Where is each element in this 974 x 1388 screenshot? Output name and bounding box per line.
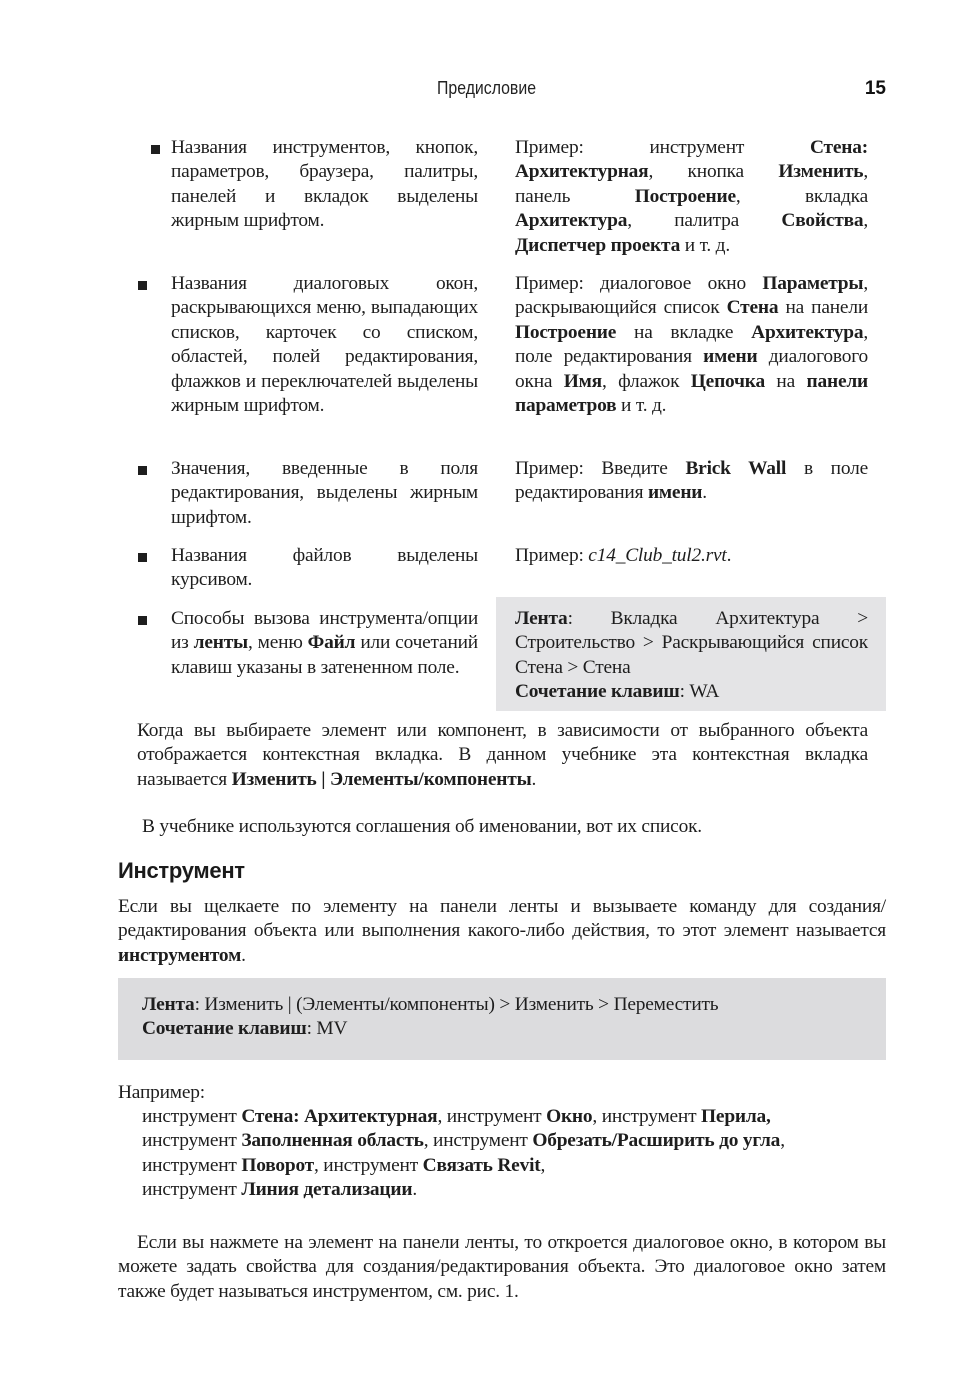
convention-example: Пример: Введите Brick Wall в поле редактирования имени. [515, 458, 868, 504]
tool-examples-list [142, 1105, 892, 1203]
page-number: 15 [864, 78, 886, 99]
convention-description: Способы вызова инструмента/опции из ленты, меню Файл или сочетаний клавиш указаны в затененном поле. [171, 608, 478, 678]
convention-description: Названия диалоговых окон, раскрывающихся меню, выпадающих списков, карточек со списком, областей, полей редактирования, флажков и переключателей выделены жирным шрифтом. [171, 273, 478, 417]
shaded-ribbon-box [118, 978, 886, 1060]
shaded-box-content [142, 993, 872, 1042]
example-label: Например: [118, 1082, 205, 1103]
example-line: инструмент Поворот, инструмент Связать Revit, [142, 1154, 546, 1176]
example-line: инструмент Линия детализации. [142, 1179, 417, 1201]
convention-example: Пример: диалоговое окно Параметры, раскрывающийся список Стена на панели Построение на вкладке Архитектура, поле редактирования имени диалогового окна Имя, флажок Цепочка на панели параметров и т. д. [515, 273, 868, 417]
convention-description: Названия файлов выделены курсивом. [171, 545, 478, 591]
naming-intro: В учебнике используются соглашения об именовании, вот их список. [142, 816, 702, 837]
section-heading: Инструмент [118, 858, 245, 883]
context-paragraph: Когда вы выбираете элемент или компонент, в зависимости от выбранного объекта отображается контекстная вкладка. В данном учебнике эта контекстная вкладка называется Изменить | Элементы/компоненты. [137, 720, 868, 790]
bullet-square-icon [138, 466, 147, 475]
example-line: инструмент Заполненная область, инструмент Обрезать/Расширить до угла, [142, 1130, 785, 1152]
shortcut: Сочетание клавиш: MV [142, 1018, 348, 1040]
tool-definition-paragraph: Если вы щелкаете по элементу на панели ленты и вызываете команду для создания/редактирования объекта или выполнения какого-либо действия, то этот элемент называется инструментом. [118, 896, 886, 966]
convention-example [515, 607, 868, 705]
bullet-square-icon [138, 616, 147, 625]
convention-example: Пример: инструмент Стена: Архитектурная, кнопка Изменить, панель Построение, вкладка Архитектура, палитра Свойства, Диспетчер проекта и т. д. [515, 137, 869, 256]
convention-example: Пример: c14_Club_tul2.rvt. [515, 545, 732, 566]
shortcut: Сочетание клавиш: WA [515, 681, 720, 703]
running-title: Предисловие [437, 78, 537, 98]
ribbon-path: Лента: Изменить | (Элементы/компоненты) > Изменить > Переместить [142, 994, 719, 1015]
example-line: инструмент Стена: Архитектурная, инструмент Окно, инструмент Перила, [142, 1106, 771, 1127]
convention-description: Названия инструментов, кнопок, параметров, браузера, палитры, панелей и вкладок выделены жирным шрифтом. [171, 137, 478, 232]
convention-description: Значения, введенные в поля редактирования, выделены жирным шрифтом. [171, 458, 478, 528]
closing-paragraph: Если вы нажмете на элемент на панели ленты, то откроется диалоговое окно, в котором вы можете задать свойства для создания/редактирования объекта. Это диалоговое окно затем также будет называться инструментом, см. рис. 1. [118, 1232, 886, 1302]
bullet-square-icon [138, 553, 147, 562]
running-head [0, 78, 974, 102]
bullet-square-icon [151, 145, 160, 154]
bullet-square-icon [138, 281, 147, 290]
ribbon-path: Лента: Вкладка Архитектура > Строительство > Раскрывающийся список Стена > Стена [515, 608, 868, 678]
